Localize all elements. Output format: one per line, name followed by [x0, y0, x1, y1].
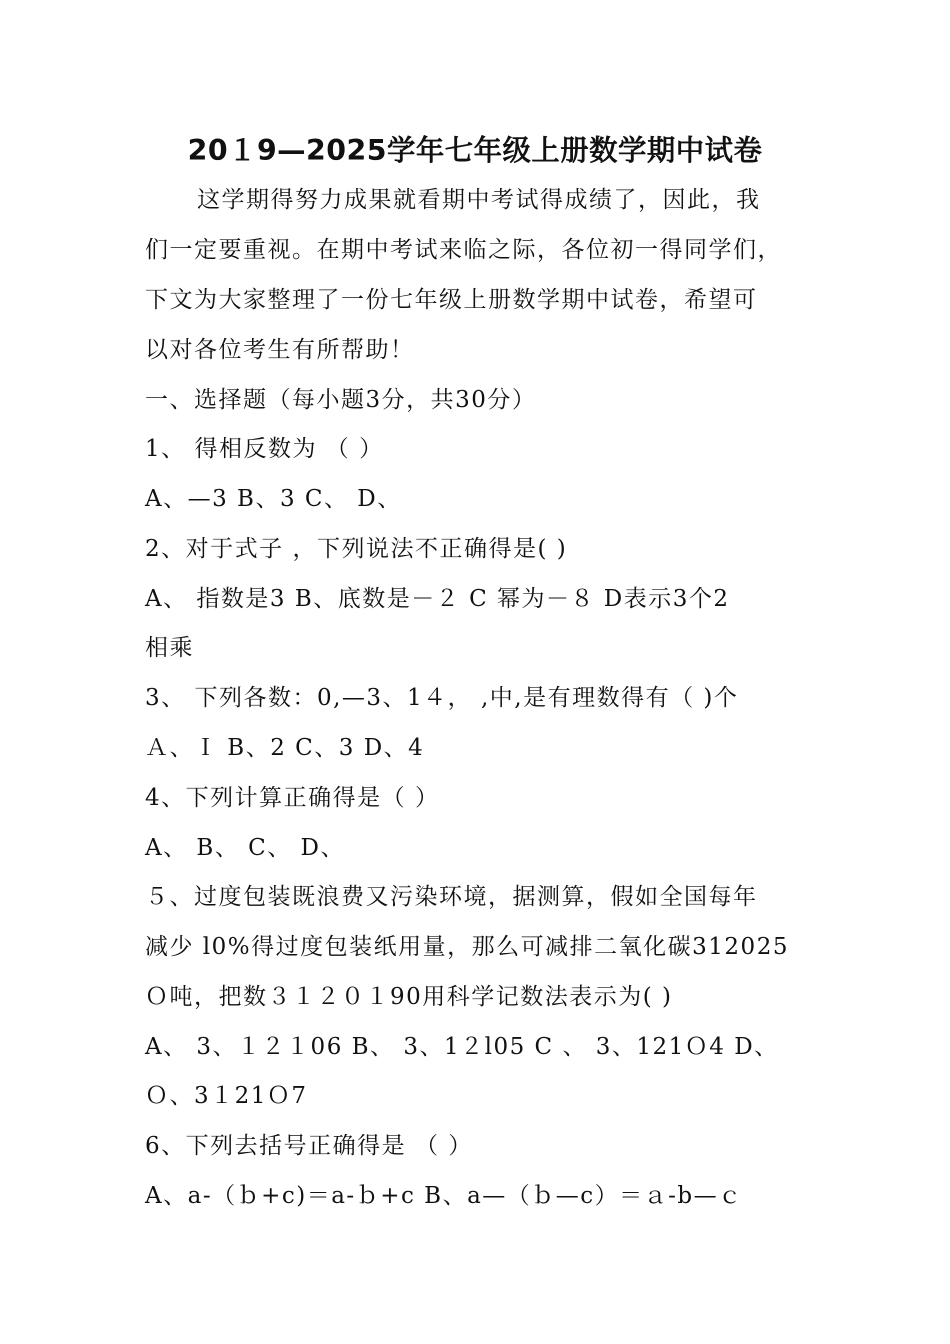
question-1: 1、 得相反数为 （ ） — [145, 436, 384, 462]
section-heading: 一、选择题（每小题3分，共30分） — [145, 387, 537, 413]
question-5-line-3: Ｏ吨，把数３１２０１90用科学记数法表示为( ) — [145, 984, 673, 1010]
intro-line-1: 这学期得努力成果就看期中考试得成绩了，因此，我 — [197, 187, 761, 213]
question-4-options: A、 B、 C、 D、 — [145, 835, 345, 861]
question-5-line-2: 减少 l0%得过度包装纸用量，那么可减排二氧化碳312025 — [145, 934, 789, 960]
page-title: 20１9—2025学年七年级上册数学期中试卷 — [187, 134, 763, 167]
question-2-options-cont: 相乘 — [145, 635, 194, 661]
question-3: 3、 下列各数：0,—3、1４， ,中,是有理数得有（ )个 — [145, 685, 739, 711]
question-3-options: Ａ、Ｉ B、2 C、3 D、4 — [145, 735, 425, 761]
intro-line-2: 们一定要重视。在期中考试来临之际，各位初一得同学们， — [145, 237, 782, 263]
intro-line-3: 下文为大家整理了一份七年级上册数学期中试卷，希望可 — [145, 287, 758, 313]
intro-line-4: 以对各位考生有所帮助！ — [145, 337, 415, 363]
question-2: 2、对于式子 ，下列说法不正确得是( ) — [145, 536, 568, 562]
question-5-options: A、 3、１２１06 B、 3、1２l05 C 、 3、121Ｏ4 D、 — [145, 1034, 779, 1060]
question-2-options: A、 指数是3 B、底数是－２ C 幂为－８ D表示3个2 — [145, 586, 730, 612]
question-5-options-cont: Ｏ、3１21Ｏ7 — [145, 1083, 308, 1109]
question-6: 6、下列去括号正确得是 （ ） — [145, 1133, 473, 1159]
question-6-options: A、a-（ｂ+c)＝a-ｂ+c B、a—（ｂ—c）＝ａ-b—ｃ — [145, 1183, 743, 1209]
question-1-options: A、—3 B、3 C、 D、 — [145, 486, 402, 512]
question-5: ５、过度包装既浪费又污染环境，据测算，假如全国每年 — [145, 884, 758, 910]
question-4: 4、下列计算正确得是（ ） — [145, 785, 440, 811]
